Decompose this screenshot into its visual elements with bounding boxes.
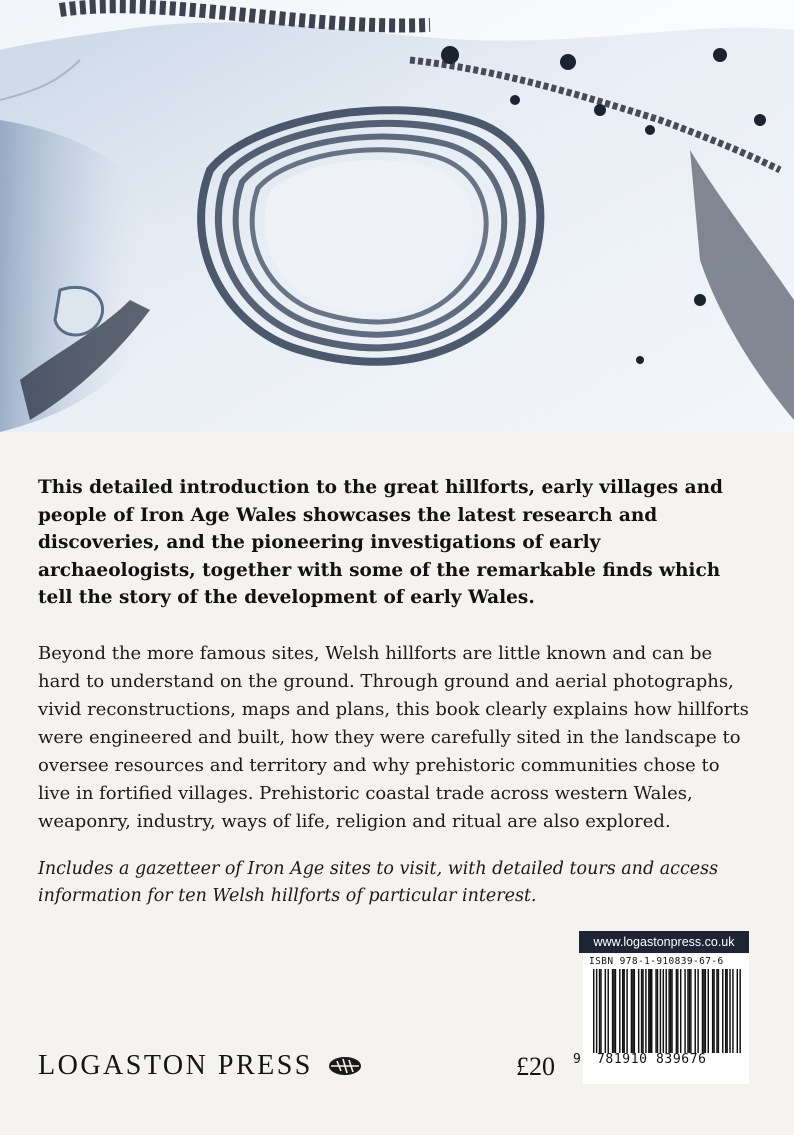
barcode-bar: [689, 969, 690, 1053]
barcode-bar: [690, 969, 691, 1053]
barcode-bar: [613, 969, 614, 1053]
barcode-bar: [695, 969, 696, 1053]
barcode-bar: [687, 969, 688, 1053]
barcode-bar: [671, 969, 672, 1053]
barcode-bar: [648, 969, 649, 1053]
barcode-bar: [599, 969, 600, 1053]
price: £20: [516, 1052, 555, 1081]
barcode-bar: [697, 969, 698, 1053]
barcode-bar: [638, 969, 639, 1053]
barcode-bar: [725, 969, 726, 1053]
publisher-name: LOGASTON PRESS: [38, 1050, 313, 1081]
barcode-bar: [634, 969, 635, 1053]
barcode-bar: [650, 969, 651, 1053]
barcode-bar: [612, 969, 613, 1053]
barcode-bar: [655, 969, 656, 1053]
description: [38, 474, 754, 911]
barcode-bar: [615, 969, 616, 1053]
barcode-bar: [677, 969, 678, 1053]
barcode-bars: [583, 969, 749, 1065]
cover-photo: [0, 0, 794, 432]
barcode-lead-digit: 9: [573, 1052, 581, 1067]
barcode-bar: [666, 969, 667, 1053]
barcode-bar: [645, 969, 646, 1053]
barcode-bar: [670, 969, 671, 1053]
barcode-bar: [619, 969, 620, 1053]
barcode-bar: [732, 969, 733, 1053]
barcode-bar: [596, 969, 597, 1053]
publisher-imprint: [38, 1050, 363, 1082]
leaf-logo-icon: [327, 1053, 363, 1079]
barcode-bar: [726, 969, 727, 1053]
barcode-bar: [608, 969, 609, 1053]
barcode-bar: [712, 969, 713, 1053]
publisher-website[interactable]: www.logastonpress.co.uk: [579, 931, 749, 953]
barcode-bar: [641, 969, 642, 1053]
barcode-bar: [737, 969, 738, 1053]
barcode-bar: [642, 969, 643, 1053]
barcode-bar: [713, 969, 714, 1053]
barcode-bar: [622, 969, 623, 1053]
barcode-bar: [623, 969, 624, 1053]
barcode-bar: [593, 969, 594, 1053]
barcode-bar: [702, 969, 703, 1053]
isbn-label: ISBN 978-1-910839-67-6: [589, 956, 724, 967]
isbn-barcode: [573, 954, 749, 1084]
barcode-bar: [632, 969, 633, 1053]
barcode-bar: [660, 969, 661, 1053]
barcode-bar: [684, 969, 685, 1053]
barcode-bar: [657, 969, 658, 1053]
barcode-bar: [626, 969, 627, 1053]
barcode-bar: [739, 969, 740, 1053]
barcode-bar: [663, 969, 664, 1053]
gazetteer-note: Includes a gazetteer of Iron Age sites to visit, with detailed tours and access information for ten Welsh hillforts of particular interest.: [38, 858, 719, 906]
barcode-bar: [605, 969, 606, 1053]
barcode-bar: [729, 969, 730, 1053]
barcode-bar: [600, 969, 601, 1053]
barcode-bar: [668, 969, 669, 1053]
barcode-bar: [708, 969, 709, 1053]
barcode-bar: [703, 969, 704, 1053]
barcode-bar: [651, 969, 652, 1053]
barcode-bar: [716, 969, 717, 1053]
body-paragraph: Beyond the more famous sites, Welsh hillforts are little known and can be hard to understand on the ground. Through ground and aerial photographs, vivid reconstructions, maps and plans, this book clearly explains how hillforts were engineered and built, how they were carefully sited in the landscape to oversee resources and territory and why prehistoric communities chose to live in fortified villages. Prehistoric coastal trade across western Wales, weaponry, industry, ways of life, religion and ritual are also explored.: [38, 642, 749, 832]
barcode-bar: [676, 969, 677, 1053]
barcode-bar: [722, 969, 723, 1053]
barcode-bar: [705, 969, 706, 1053]
hillfort-aerial-illustration: [0, 0, 794, 432]
barcode-digits: 781910 839676: [597, 1052, 707, 1067]
barcode-bar: [631, 969, 632, 1053]
barcode-bar: [718, 969, 719, 1053]
intro-paragraph: This detailed introduction to the great hillforts, early villages and people of Iron Age Wales showcases the latest research and discoveries, and the pioneering investigations of early archaeologists, together with some of the remarkable finds which tell the story of the development of early Wales.: [38, 477, 723, 608]
barcode-bar: [680, 969, 681, 1053]
